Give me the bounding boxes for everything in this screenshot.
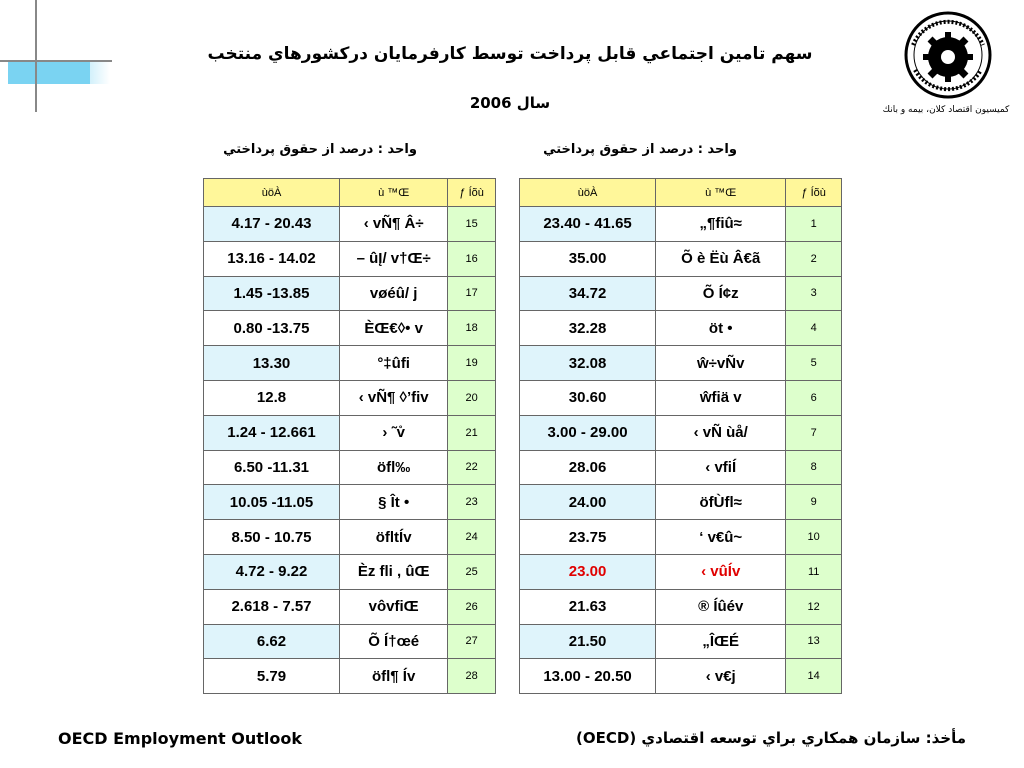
cell-country: Õ è Ëù Â€ã <box>656 241 786 276</box>
table-row <box>520 415 842 450</box>
cell-rank: 19 <box>448 346 496 381</box>
cell-value: 13.30 <box>204 346 340 381</box>
cell-value: 13.00 - 20.50 <box>520 659 656 694</box>
cell-value: 8.50 - 10.75 <box>204 520 340 555</box>
table-row <box>204 450 496 485</box>
cell-country: „¶fiû≈ <box>656 207 786 242</box>
cell-country: °‡ûfi <box>339 346 447 381</box>
cell-rank: 15 <box>448 207 496 242</box>
cell-rank: 26 <box>448 589 496 624</box>
cell-rank: 5 <box>786 346 842 381</box>
table-row <box>204 520 496 555</box>
cell-value: 28.06 <box>520 450 656 485</box>
cell-rank: 14 <box>786 659 842 694</box>
cell-rank: 2 <box>786 241 842 276</box>
decor-line-vertical <box>35 0 37 112</box>
table-row <box>204 346 496 381</box>
table-left <box>203 178 496 694</box>
cell-country: ŵfiä v <box>656 380 786 415</box>
unit-label-right: واحد : درصد از حقوق پرداختي <box>543 142 737 157</box>
cell-country: › ˜v̊ <box>339 415 447 450</box>
table-row <box>204 485 496 520</box>
table-row <box>204 554 496 589</box>
table-row <box>520 241 842 276</box>
cell-value: 10.05 -11.05 <box>204 485 340 520</box>
cell-rank: 18 <box>448 311 496 346</box>
decor-line-horizontal <box>0 60 112 62</box>
cell-country: „ÎŒÉ <box>656 624 786 659</box>
cell-country: öfÙfl≈ <box>656 485 786 520</box>
table-row <box>520 659 842 694</box>
cell-country: ® Íûév <box>656 589 786 624</box>
cell-rank: 3 <box>786 276 842 311</box>
cell-rank: 27 <box>448 624 496 659</box>
cell-rank: 10 <box>786 520 842 555</box>
cell-country: – ûĮ/ v†Œ÷ <box>339 241 447 276</box>
cell-country: vôvfiŒ <box>339 589 447 624</box>
decor-bar-fade <box>50 60 110 84</box>
page-title: سهم تامين اجتماعي قابل پرداخت توسط كارفرمايان دركشورهاي منتخب <box>207 44 813 64</box>
cell-value: 4.17 - 20.43 <box>204 207 340 242</box>
cell-rank: 28 <box>448 659 496 694</box>
cell-rank: 12 <box>786 589 842 624</box>
header-country: ù ™Œ <box>339 179 447 207</box>
cell-value: 21.63 <box>520 589 656 624</box>
cell-rank: 11 <box>786 554 842 589</box>
table-right <box>519 178 842 694</box>
cell-rank: 17 <box>448 276 496 311</box>
table-row <box>204 380 496 415</box>
cell-rank: 8 <box>786 450 842 485</box>
header-rank: ƒ Íõù <box>448 179 496 207</box>
cell-rank: 25 <box>448 554 496 589</box>
source-english: OECD Employment Outlook <box>58 729 302 748</box>
table-row <box>204 659 496 694</box>
table-row <box>520 346 842 381</box>
cell-value: 1.24 - 12.661 <box>204 415 340 450</box>
cell-rank: 22 <box>448 450 496 485</box>
cell-country: § Ît • <box>339 485 447 520</box>
cell-country: öfltÍv <box>339 520 447 555</box>
cell-rank: 1 <box>786 207 842 242</box>
cell-rank: 7 <box>786 415 842 450</box>
table-row <box>204 276 496 311</box>
cell-value: 13.16 - 14.02 <box>204 241 340 276</box>
table-row <box>520 624 842 659</box>
cell-value: 3.00 - 29.00 <box>520 415 656 450</box>
table-row <box>520 520 842 555</box>
header-value: ùöÀ <box>520 179 656 207</box>
cell-country: ŵ÷vÑv <box>656 346 786 381</box>
header-value: ùöÀ <box>204 179 340 207</box>
cell-value: 5.79 <box>204 659 340 694</box>
cell-value: 23.75 <box>520 520 656 555</box>
cell-value: 23.40 - 41.65 <box>520 207 656 242</box>
cell-rank: 23 <box>448 485 496 520</box>
cell-country: ‹ vfiÍ <box>656 450 786 485</box>
cell-value: 2.618 - 7.57 <box>204 589 340 624</box>
cell-value: 23.00 <box>520 554 656 589</box>
cell-value: 34.72 <box>520 276 656 311</box>
table-row <box>520 380 842 415</box>
header-rank: ƒ Íõù <box>786 179 842 207</box>
cell-country: Õ Í†œé <box>339 624 447 659</box>
table-row <box>520 450 842 485</box>
cell-country: öfl‰ <box>339 450 447 485</box>
cell-value: 12.8 <box>204 380 340 415</box>
year-label: سال 2006 <box>469 94 551 112</box>
cell-rank: 20 <box>448 380 496 415</box>
logo-caption: كميسيون اقتصاد كلان، بيمه و بانك <box>882 105 1010 115</box>
cell-country: ‹ vÑ¶ ◊’fiv <box>339 380 447 415</box>
cell-rank: 4 <box>786 311 842 346</box>
source-persian: مأخذ: سازمان همكاري براي توسعه اقتصادي (OECD) <box>576 729 966 747</box>
cell-country: ÈŒ€◊• v <box>339 311 447 346</box>
cell-value: 35.00 <box>520 241 656 276</box>
chamber-logo <box>893 10 1003 100</box>
cell-value: 24.00 <box>520 485 656 520</box>
cell-value: 0.80 -13.75 <box>204 311 340 346</box>
cell-value: 6.62 <box>204 624 340 659</box>
table-row <box>204 624 496 659</box>
table-row <box>520 276 842 311</box>
cell-country: vøéû/ j <box>339 276 447 311</box>
table-row <box>204 415 496 450</box>
table-row <box>520 311 842 346</box>
cell-rank: 9 <box>786 485 842 520</box>
cell-country: Èz fli , ûŒ <box>339 554 447 589</box>
cell-value: 4.72 - 9.22 <box>204 554 340 589</box>
cell-value: 6.50 -11.31 <box>204 450 340 485</box>
header-country: ù ™Œ <box>656 179 786 207</box>
table-row <box>520 207 842 242</box>
table-row <box>520 485 842 520</box>
cell-country: öt • <box>656 311 786 346</box>
cell-country: öfl¶ Ív <box>339 659 447 694</box>
table-row <box>520 589 842 624</box>
cell-rank: 16 <box>448 241 496 276</box>
table-row <box>204 589 496 624</box>
table-row <box>520 554 842 589</box>
table-row <box>204 311 496 346</box>
table-row <box>204 207 496 242</box>
cell-value: 21.50 <box>520 624 656 659</box>
cell-country: ‘ v€û~ <box>656 520 786 555</box>
cell-rank: 24 <box>448 520 496 555</box>
unit-label-left: واحد : درصد از حقوق پرداختي <box>223 142 417 157</box>
cell-value: 32.28 <box>520 311 656 346</box>
table-row <box>204 241 496 276</box>
cell-rank: 13 <box>786 624 842 659</box>
cell-country: ‹ vÑ ùå/ <box>656 415 786 450</box>
cell-country: ‹ vûÍv <box>656 554 786 589</box>
cell-value: 32.08 <box>520 346 656 381</box>
cell-value: 1.45 -13.85 <box>204 276 340 311</box>
cell-rank: 6 <box>786 380 842 415</box>
cell-rank: 21 <box>448 415 496 450</box>
cell-value: 30.60 <box>520 380 656 415</box>
cell-country: ‹ v€j <box>656 659 786 694</box>
cell-country: Õ Í¢z <box>656 276 786 311</box>
cell-country: ‹ vÑ¶ Â÷ <box>339 207 447 242</box>
